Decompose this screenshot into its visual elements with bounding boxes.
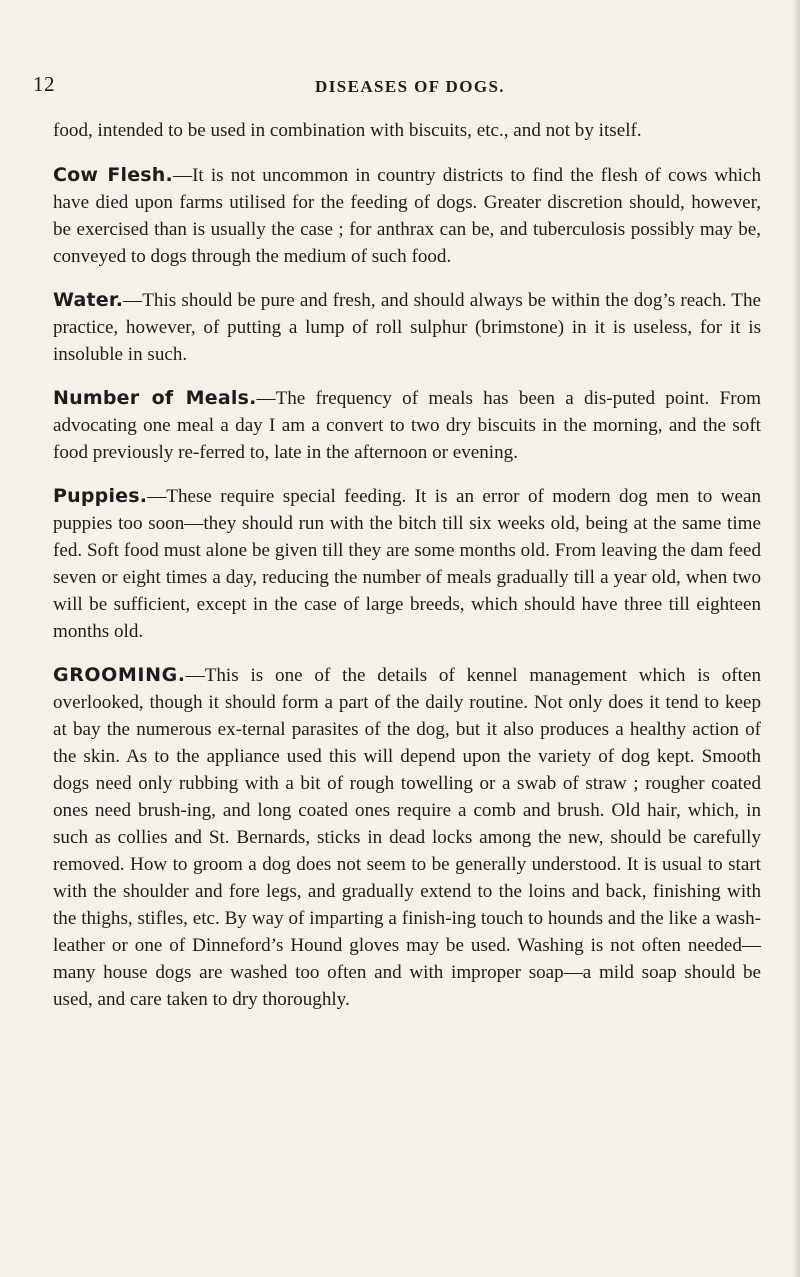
heading-cow-flesh: Cow Flesh.	[53, 164, 173, 186]
text-puppies: —These require special feeding. It is an error of modern dog men to wean puppies too soon—they should run with the bitch till six weeks old, being at the same time fed. Soft food must alone be given till they are some months old. From leaving the dam feed seven or eight times a day, reducing the number of meals gradually till a year old, when two will be sufficient, except in the case of large breeds, which should have three till eighteen months old.	[53, 486, 761, 642]
paragraph-number-of-meals	[53, 385, 761, 466]
page-edge-shadow	[792, 0, 800, 1277]
heading-water: Water.	[53, 289, 124, 311]
paragraph-grooming	[53, 662, 761, 1013]
paragraph-cow-flesh	[53, 162, 761, 270]
body-text	[53, 117, 761, 1030]
page-number: 12	[33, 72, 55, 96]
running-title-text: DISEASES OF DOGS.	[315, 77, 505, 96]
paragraph-water	[53, 287, 761, 368]
text-grooming: —This is one of the details of kennel management which is often overlooked, though it should form a part of the daily routine. Not only does it tend to keep at bay the numerous ex-ternal parasites of the dog, but it also produces a healthy action of the skin. As to the appliance used this will depend upon the variety of dog kept. Smooth dogs need only rubbing with a bit of rough towelling or a swab of straw ; rougher coated ones need brush-ing, and long coated ones require a comb and brush. Old hair, which, in such as collies and St. Bernards, sticks in dead locks among the new, should be carefully removed. How to groom a dog does not seem to be generally understood. It is usual to start with the shoulder and fore legs, and gradually extend to the loins and back, finishing with the thighs, stifles, etc. By way of imparting a finish-ing touch to hounds and the like a wash-leather or one of Dinneford’s Hound gloves may be used. Washing is not often needed—many house dogs are washed too often and with improper soap—a mild soap should be used, and care taken to dry thoroughly.	[53, 665, 761, 1010]
heading-grooming: GROOMING.	[53, 664, 186, 686]
text-cow-flesh: —It is not uncommon in country districts to find the flesh of cows which have died upon farms utilised for the feeding of dogs. Greater discretion should, however, be exercised than is usually the case ; for anthrax can be, and tuberculosis possibly may be, conveyed to dogs through the medium of such food.	[53, 165, 761, 267]
heading-puppies: Puppies.	[53, 485, 148, 507]
heading-number-of-meals: Number of Meals.	[53, 387, 257, 409]
text-water: —This should be pure and fresh, and should always be within the dog’s reach. The practice, however, of putting a lump of roll sulphur (brimstone) in it is useless, for it is insoluble in such.	[53, 290, 761, 365]
intro-paragraph: food, intended to be used in combination with biscuits, etc., and not by itself.	[53, 120, 642, 141]
text-number-of-meals: —The frequency of meals has been a dis-puted point. From advocating one meal a day I am a convert to two dry biscuits in the morning, and the soft food previously re-ferred to, late in the afternoon or evening.	[53, 388, 761, 463]
paragraph-puppies	[53, 483, 761, 645]
running-title	[0, 77, 800, 97]
